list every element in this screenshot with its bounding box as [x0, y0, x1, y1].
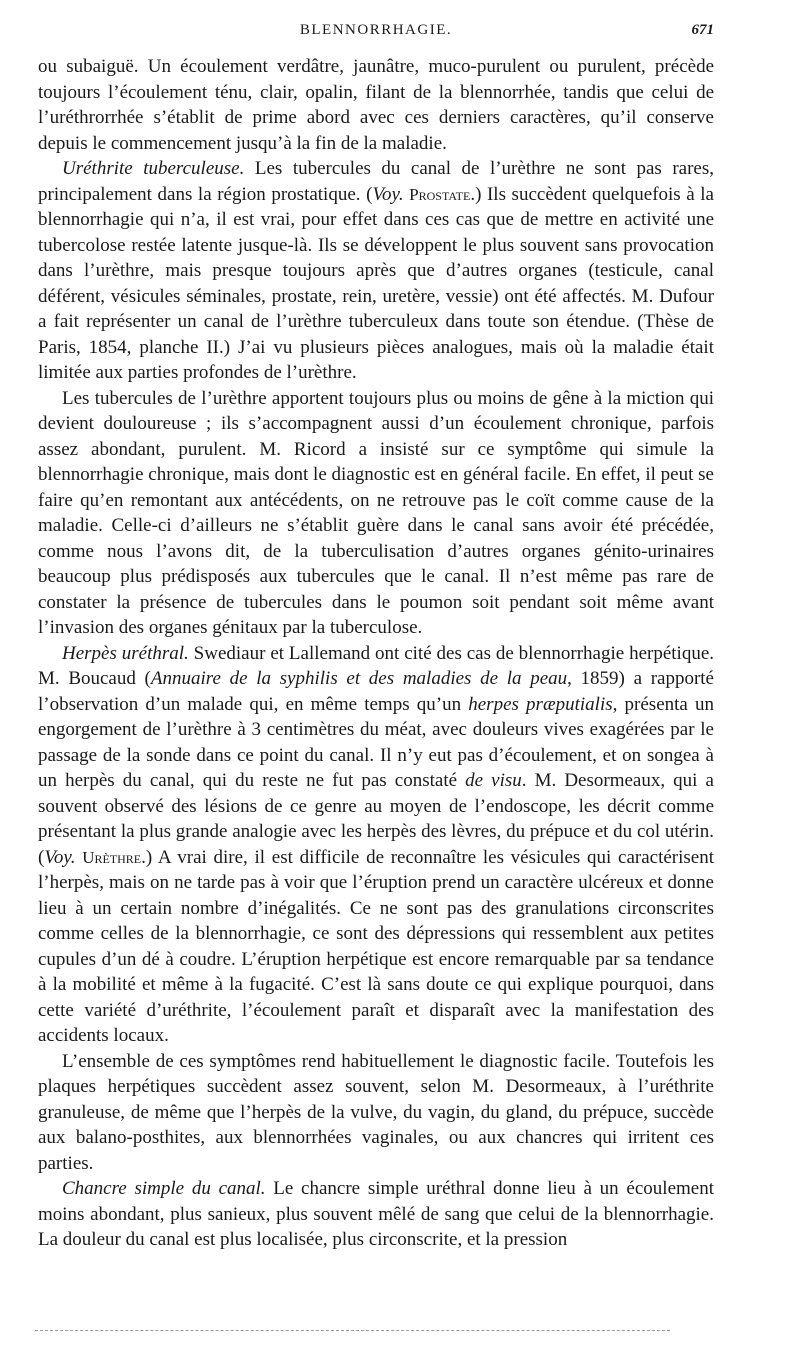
- page-header: [38, 22, 714, 46]
- italic-text: Voy.: [372, 183, 404, 205]
- italic-text: Uréthrite tuberculeuse.: [62, 158, 245, 179]
- paragraph: [38, 1176, 714, 1253]
- text-segment: .) A vrai dire, il est difficile de reconnaître les vésicules qui caractérisent l’herpès, mais on ne tarde pas à voir que l’éruption prend un caractère ulcéreux et donne lieu à un certain nombre d’inégalités. Ce ne sont pas des granulations circonscrites comme celles de la blennorrhagie, ce sont des dépressions qui ressemblent aux petites cupules d’un dé à coudre. L’éruption herpétique est encore remarquable par sa tendance à la mobilité et même à la fugacité. C’est là sans doute ce qui explique pourquoi, dans cette variété d’uréthrite, l’écoulement paraît et disparaît avec la manifestation des accidents locaux.: [38, 846, 714, 1046]
- footer-rule: [35, 1330, 670, 1331]
- text-segment: , présenta un engorgement de l’urèthre à 3 centimètres du méat, avec douleurs vives exagérées par le passage de la sonde dans ce point du canal. Il n’y eut pas d’écoulement, et on songea à un herpès du canal, qui du reste ne fut pas constaté: [38, 693, 714, 791]
- italic-text: herpes præputialis: [468, 693, 613, 715]
- smallcaps-text: Urèthre: [82, 847, 142, 867]
- text-segment: . M. Desormeaux, qui a souvent observé des lésions de ce genre au moyen de l’endoscope, les décrit comme présentant la plus grande analogie avec les herpès des lèvres, du prépuce et du col utérin. (: [38, 770, 714, 868]
- italic-text: Herpès uréthral.: [62, 642, 189, 664]
- text-segment: ou subaiguë. Un écoulement verdâtre, jaunâtre, muco-purulent ou purulent, précède toujours l’écoulement ténu, clair, opalin, filant de la blennorrhée, tandis que celui de l’uréthrorrhée s’établit de prime abord avec ces derniers caractères, qu’il conserve depuis le commencement jusqu’à la fin de la maladie.: [38, 56, 714, 154]
- paragraph: [38, 156, 714, 386]
- text-segment: Le chancre simple uréthral donne lieu à un écoulement moins abondant, plus sanieux, plus souvent mêlé de sang que celui de la blennorrhagie. La douleur du canal est plus localisée, plus circonscrite, et la pression: [38, 1178, 714, 1250]
- italic-text: Annuaire de la syphilis et des maladies de la peau: [150, 668, 568, 689]
- italic-text: Voy.: [44, 846, 76, 868]
- paragraph: [38, 641, 714, 1049]
- italic-text: de visu: [465, 770, 522, 791]
- body-text: [38, 54, 714, 1253]
- page-number: 671: [691, 22, 714, 38]
- text-segment: .) Ils succèdent quelquefois à la blennorrhagie qui n’a, il est vrai, pour effet dans ces cas que de mettre en activité une tubercolose restée latente jusque-là. Ils se développent le plus souvent sans provocation dans l’urèthre, mais presque toujours après que d’autres organes (testicule, canal déférent, vésicules séminales, prostate, rein, uretère, vessie) ont été affectés. M. Dufour a fait représenter un canal de l’urèthre tuberculeux dans toute son étendue. (Thèse de Paris, 1854, planche II.) J’ai vu plusieurs pièces analogues, mais où la maladie était limitée aux parties profondes de l’urèthre.: [38, 183, 714, 383]
- text-segment: L’ensemble de ces symptômes rend habituellement le diagnostic facile. Toutefois les plaques herpétiques succèdent assez souvent, selon M. Desormeaux, à l’uréthrite granuleuse, de même que l’herpès de la vulve, du vagin, du gland, du prépuce, succède aux balano-posthites, aux blennorrhées vaginales, ou aux chancres qui irritent ces parties.: [38, 1050, 714, 1174]
- running-head: BLENNORRHAGIE.: [299, 22, 453, 38]
- smallcaps-text: Prostate: [409, 184, 471, 204]
- paragraph: [38, 54, 714, 156]
- paragraph: [38, 1049, 714, 1177]
- text-segment: Les tubercules de l’urèthre apportent toujours plus ou moins de gêne à la miction qui devient douloureuse ; ils s’accompagnent aussi d’un écoulement chronique, parfois assez abondant, purulent. M. Ricord a insisté sur ce symptôme qui simule la blennorrhagie chronique, mais dont le diagnostic est en général facile. En effet, il peut se faire qu’en remontant aux antécédents, on ne retrouve pas le coït comme cause de la maladie. Celle-ci d’ailleurs ne s’établit guère dans le canal sans avoir été précédée, comme nous l’avons dit, de la tuberculisation d’autres organes génito-urinaires beaucoup plus prédisposés aux tubercules que le canal. Il n’est même pas rare de constater la présence de tubercules dans le poumon soit pendant soit même avant l’invasion des organes génitaux par la tuberculose.: [38, 387, 714, 638]
- page: [38, 22, 714, 1253]
- italic-text: Chancre simple du canal.: [62, 1178, 266, 1199]
- paragraph: [38, 386, 714, 641]
- text-segment: , 1859) a rapporté l’observation d’un malade qui, en même temps qu’un: [38, 668, 714, 715]
- text-segment: Les tubercules du canal de l’urèthre ne sont pas rares, principalement dans la région prostatique. (: [38, 158, 714, 205]
- text-segment: Swediaur et Lallemand ont cité des cas de blennorrhagie herpétique. M. Boucaud (: [38, 642, 715, 689]
